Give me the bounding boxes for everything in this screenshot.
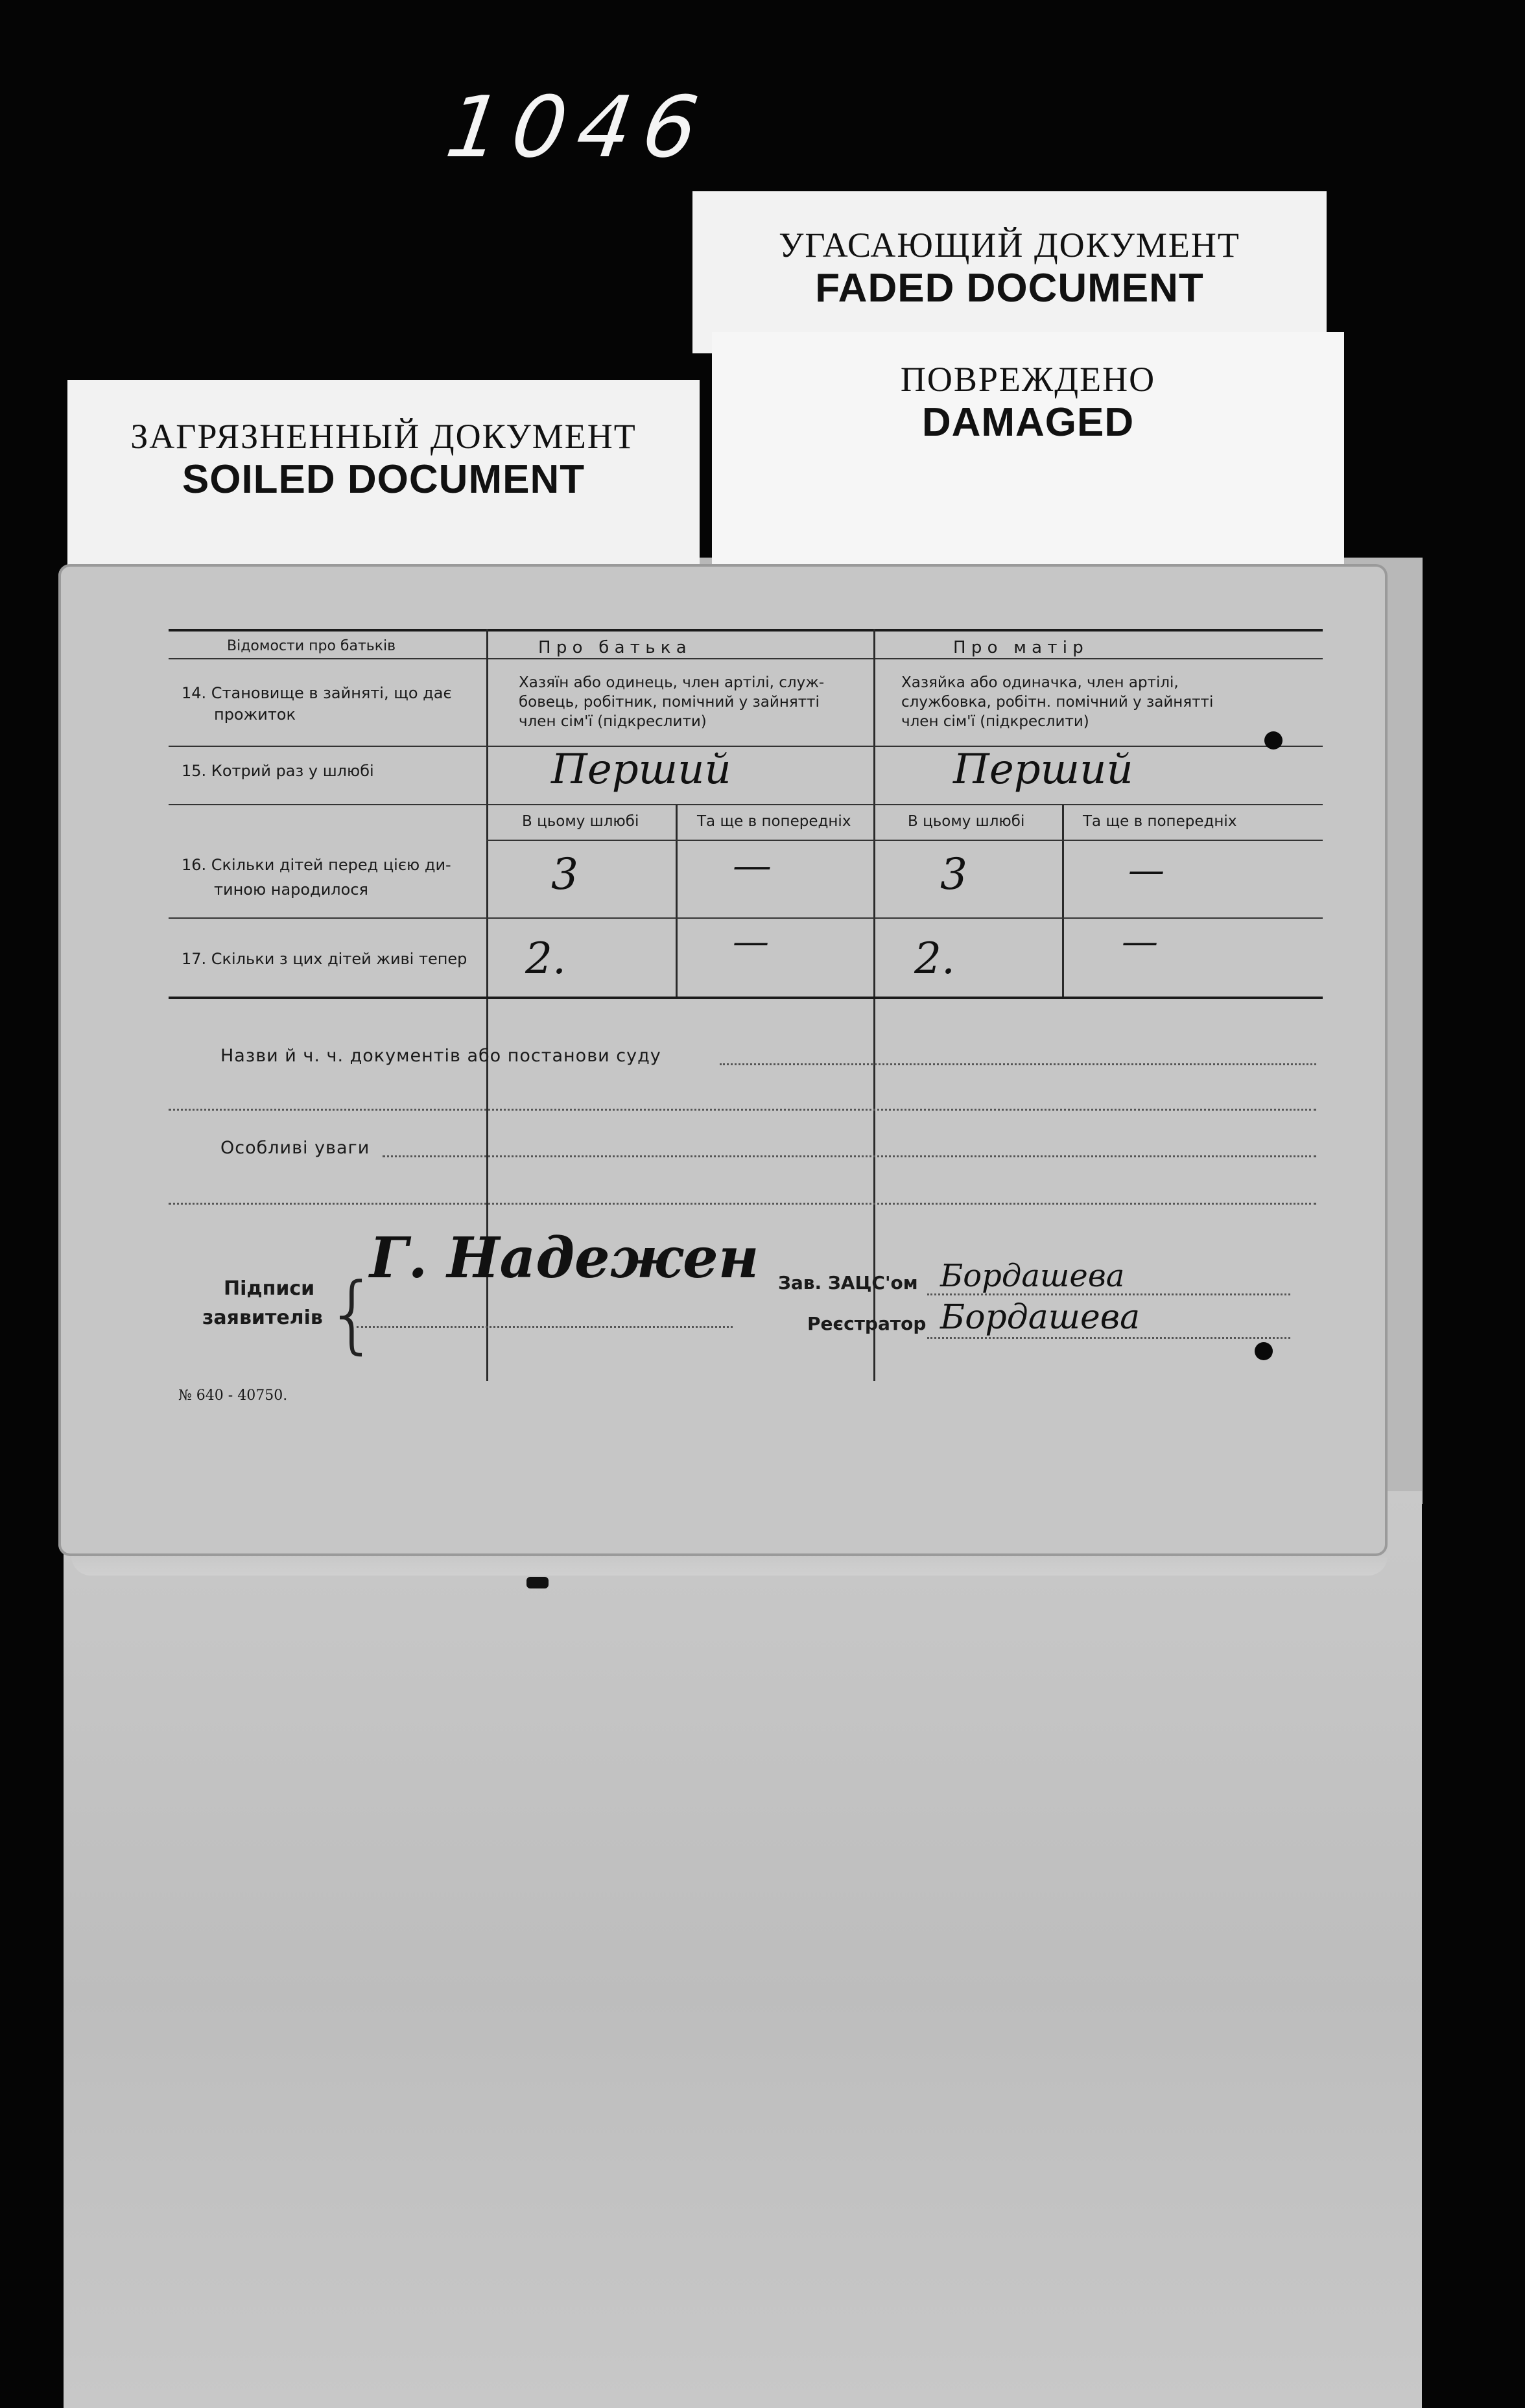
row15-father-value: Перший	[551, 746, 731, 794]
row15-mother-value: Перший	[953, 746, 1133, 794]
mother-this-marriage-header: В цьому шлюбі	[908, 813, 1025, 830]
head-zags-line	[927, 1293, 1290, 1295]
header-father: П р о б а т ь к а	[538, 638, 687, 657]
row17-mother-this: 2.	[914, 934, 955, 984]
header-rule	[169, 658, 1323, 659]
row15-rule	[169, 804, 1323, 805]
row16-label: 16. Скільки дітей перед цією ди-	[182, 856, 451, 874]
row14-mother-line2: службовка, робітн. помічний у зайнятті	[901, 694, 1214, 711]
row14-label-cont: прожиток	[214, 705, 296, 724]
documents-line-2	[169, 1109, 1316, 1111]
row14-father-line2: бовець, робітник, помічний у зайнятті	[519, 694, 820, 711]
row17-mother-prev: —	[1122, 921, 1158, 963]
signature-brace: {	[325, 1264, 379, 1363]
documents-line-1	[720, 1063, 1316, 1065]
head-zags-signature: Бордашева	[940, 1258, 1125, 1294]
form-sheet	[58, 564, 1388, 1556]
notes-line-1	[383, 1155, 1316, 1157]
table-top-rule	[169, 629, 1323, 632]
table-bottom-rule	[169, 997, 1323, 999]
head-zags-label: Зав. ЗАЦС'ом	[778, 1272, 918, 1293]
row16-label-cont: тиною народилося	[214, 880, 368, 899]
notes-line-2	[169, 1203, 1316, 1205]
row14-mother-line3: член сім'ї (підкреслити)	[901, 713, 1089, 730]
row15-label: 15. Котрий раз у шлюбі	[182, 762, 374, 780]
registrar-label: Реєстратор	[807, 1313, 927, 1334]
header-parents-info: Відомости про батьків	[227, 638, 396, 654]
soiled-label-en: SOILED DOCUMENT	[182, 457, 585, 502]
punch-hole	[1264, 731, 1283, 750]
signatures-label: Підписи	[224, 1277, 315, 1300]
faded-label-en: FADED DOCUMENT	[815, 266, 1204, 311]
notes-label: Особливі уваги	[220, 1138, 370, 1158]
row14-father-line1: Хазяїн або одинець, член артілі, служ-	[519, 674, 825, 691]
registrar-line	[927, 1337, 1290, 1339]
faded-document-label	[692, 191, 1327, 353]
frame-number: 1046	[440, 78, 716, 176]
damaged-label	[712, 332, 1344, 565]
print-number: № 640 - 40750.	[178, 1387, 288, 1404]
row16-rule	[169, 917, 1323, 919]
subheader-rule	[486, 840, 1323, 841]
divider-mother-sub	[1062, 805, 1064, 997]
documents-label: Назви й ч. ч. документів або постанови суду	[220, 1046, 661, 1066]
row16-mother-this: 3	[940, 849, 967, 899]
row16-mother-prev: —	[1128, 849, 1164, 891]
father-previous-header: Та ще в попередніх	[697, 813, 851, 830]
soiled-document-label	[67, 380, 700, 574]
faded-label-ru: УГАСАЮЩИЙ ДОКУМЕНТ	[779, 226, 1240, 265]
row17-label: 17. Скільки з цих дітей живі тепер	[182, 950, 467, 968]
row16-father-this: 3	[551, 849, 578, 899]
applicant-signature-line	[357, 1326, 733, 1328]
backing-board	[64, 1491, 1422, 2408]
blemish	[526, 1577, 549, 1588]
damaged-label-ru: ПОВРЕЖДЕНО	[900, 360, 1156, 399]
divider-father-sub	[676, 805, 678, 997]
row17-father-this: 2.	[525, 934, 566, 984]
registrar-signature: Бордашева	[940, 1298, 1141, 1337]
row16-father-prev: —	[733, 843, 772, 888]
father-this-marriage-header: В цьому шлюбі	[522, 813, 639, 830]
mother-previous-header: Та ще в попередніх	[1083, 813, 1237, 830]
row14-rule	[169, 746, 1323, 747]
damaged-label-en: DAMAGED	[921, 400, 1135, 445]
header-mother: П р о м а т і р	[953, 638, 1083, 657]
signatures-label-cont: заявителів	[202, 1306, 323, 1329]
row17-father-prev: —	[733, 921, 769, 963]
row14-mother-line1: Хазяйка або одиначка, член артілі,	[901, 674, 1179, 691]
applicant-signature: Г. Надежен	[370, 1225, 759, 1291]
row14-label: 14. Становище в зайняті, що дає	[182, 684, 452, 702]
divider-father-mother	[873, 629, 875, 1381]
row14-father-line3: член сім'ї (підкреслити)	[519, 713, 707, 730]
soiled-label-ru: ЗАГРЯЗНЕННЫЙ ДОКУМЕНТ	[130, 417, 637, 456]
punch-hole	[1255, 1342, 1273, 1360]
